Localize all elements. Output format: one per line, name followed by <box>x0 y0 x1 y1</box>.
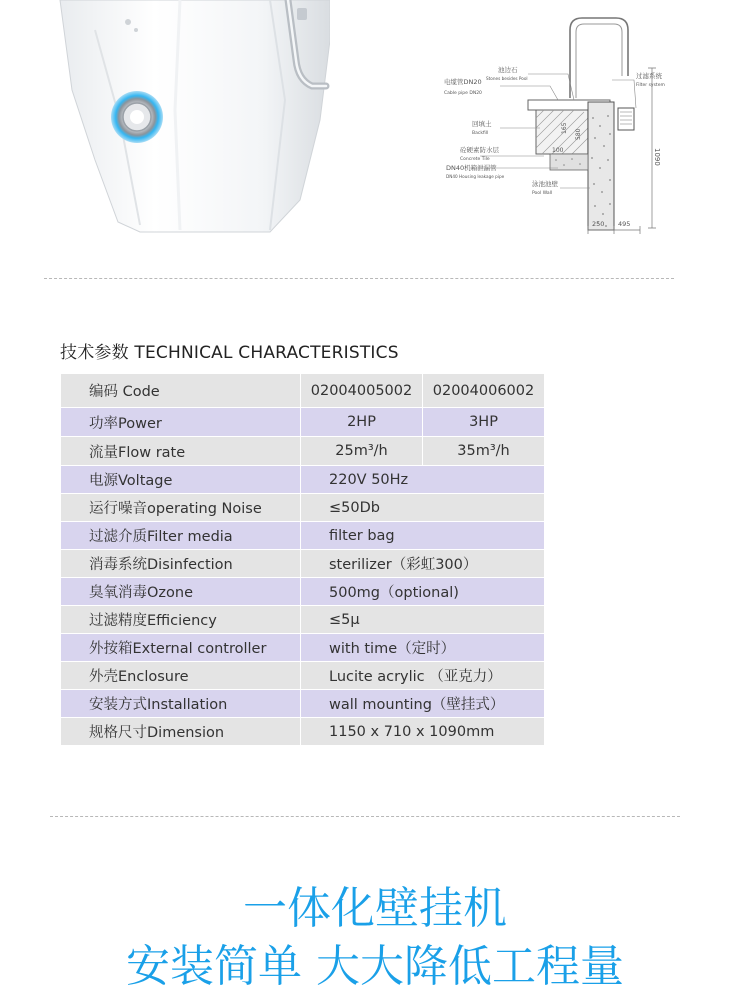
table-row-power <box>61 408 545 437</box>
table-row-code <box>61 374 545 408</box>
table-row-flow <box>61 437 545 466</box>
table-row <box>61 522 545 550</box>
label-coping-cn: 池边石 <box>498 66 518 74</box>
label-filter-cn: 过滤系统 <box>636 72 662 80</box>
cell-label: 过滤介质Filter media <box>61 522 301 550</box>
label-tile-en: Concrete Tile <box>460 157 490 162</box>
cell-value-2: 3HP <box>423 408 545 437</box>
cell-value-1: 02004005002 <box>301 374 423 408</box>
dim-165: 165 <box>561 122 568 134</box>
cell-value: Lucite acrylic （亚克力） <box>301 662 545 690</box>
cell-value: ≤50Db <box>301 494 545 522</box>
table-row <box>61 606 545 634</box>
table-row <box>61 662 545 690</box>
cell-value: ≤5μ <box>301 606 545 634</box>
section-title: 技术参数 TECHNICAL CHARACTERISTICS <box>60 343 399 363</box>
spec-table <box>60 373 545 746</box>
cell-label: 过滤精度Efficiency <box>61 606 301 634</box>
cell-label: 编码 Code <box>61 374 301 408</box>
cell-label: 规格尺寸Dimension <box>61 718 301 746</box>
dim-580: 580 <box>575 128 582 140</box>
cell-value: 500mg（optional) <box>301 578 545 606</box>
dim-250: 250 <box>592 220 605 228</box>
cell-label: 电源Voltage <box>61 466 301 494</box>
table-row <box>61 578 545 606</box>
dim-100: 100 <box>552 147 564 154</box>
product-photo <box>0 0 330 250</box>
table-row <box>61 634 545 662</box>
cell-label: 外按箱External controller <box>61 634 301 662</box>
dim-1090: 1090 <box>653 148 661 166</box>
divider-top <box>44 278 674 279</box>
dim-495: 495 <box>618 220 631 228</box>
label-wall-cn: 泳池池壁 <box>532 180 558 188</box>
label-leak-cn: DN40机箱泄漏管 <box>446 164 497 172</box>
cell-label: 外壳Enclosure <box>61 662 301 690</box>
label-cable-cn: 电缆管DN20 <box>444 78 482 86</box>
slogan-line-2: 安装简单 大大降低工程量 <box>126 941 624 992</box>
cell-label: 流量Flow rate <box>61 437 301 466</box>
cell-value: wall mounting（壁挂式） <box>301 690 545 718</box>
label-filter-en: Filter system <box>636 83 665 88</box>
table-row <box>61 494 545 522</box>
wall-filter-unit-image <box>0 0 330 250</box>
table-row <box>61 718 545 746</box>
table-row <box>61 550 545 578</box>
cell-value-1: 2HP <box>301 408 423 437</box>
cell-value: 1150 x 710 x 1090mm <box>301 718 545 746</box>
cell-label: 安装方式Installation <box>61 690 301 718</box>
cell-value: 220V 50Hz <box>301 466 545 494</box>
cell-label: 功率Power <box>61 408 301 437</box>
cell-value-2: 35m³/h <box>423 437 545 466</box>
cell-value: filter bag <box>301 522 545 550</box>
cell-value: with time（定时） <box>301 634 545 662</box>
table-row <box>61 690 545 718</box>
label-wall-en: Pool Wall <box>532 191 553 196</box>
label-backfill-cn: 回填土 <box>472 120 492 128</box>
label-coping-en: Stones besides Pool <box>486 76 528 81</box>
cell-value-1: 25m³/h <box>301 437 423 466</box>
installation-diagram <box>440 8 690 236</box>
label-leak-en: DN40 Housing leakage pipe <box>446 174 505 179</box>
cell-label: 臭氧消毒Ozone <box>61 578 301 606</box>
label-tile-cn: 砼硬素防水层 <box>460 146 499 154</box>
cell-label: 消毒系统Disinfection <box>61 550 301 578</box>
cell-label: 运行噪音operating Noise <box>61 494 301 522</box>
table-row <box>61 466 545 494</box>
cell-value-2: 02004006002 <box>423 374 545 408</box>
slogan-line-1: 一体化壁挂机 <box>243 883 507 934</box>
divider-bottom <box>50 816 680 817</box>
cell-value: sterilizer（彩虹300） <box>301 550 545 578</box>
label-cable-en: Cable pipe DN20 <box>444 91 482 96</box>
label-backfill-en: Backfill <box>472 131 489 136</box>
